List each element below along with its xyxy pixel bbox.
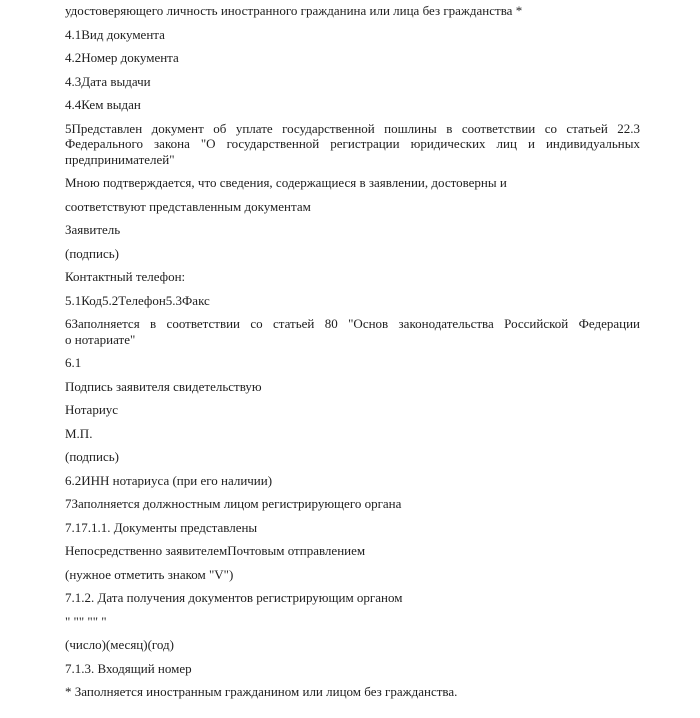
options-in-person-by-mail: Непосредственно заявителемПочтовым отправлением: [65, 543, 366, 558]
field-7-1-2-date-received: 7.1.2. Дата получения документов регистрирующим органом: [65, 590, 403, 605]
field-7-1-3-incoming-number: 7.1.3. Входящий номер: [65, 660, 192, 676]
label-signature: (подпись): [65, 245, 119, 261]
label-signature-2: (подпись): [65, 449, 119, 464]
doc-line-identity-document-continuation: удостоверяющего личность иностранного гражданина или лица без гражданства *: [65, 3, 523, 18]
label-seal-mp: М.П.: [65, 425, 93, 441]
para-confirmation-line-1: Мною подтверждается, что сведения, содержащиеся в заявлении, достоверны и: [65, 175, 507, 190]
field-4-2-document-number: 4.2Номер документа: [65, 50, 179, 65]
label-contact-phone: Контактный телефон:: [65, 269, 186, 284]
note-mark-with-v: (нужное отметить знаком "V"): [65, 566, 234, 582]
para-5-state-duty-line-3: предпринимателей": [65, 151, 175, 167]
footnote-6-notariate-line-2: о нотариате": [65, 331, 136, 347]
field-6-2-notary-inn: 6.2ИНН нотариуса (при его наличии): [65, 472, 273, 488]
field-4-3-date-of-issue: 4.3Дата выдачи: [65, 73, 151, 89]
footnote-foreign-citizen: * Заполняется иностранным гражданином или лицом без гражданства.: [65, 684, 458, 699]
field-6-1: 6.1: [65, 355, 82, 370]
para-5-state-duty-line-1: 5Представлен документ об уплате государственной пошлины в соответствии со статьей 22.3: [65, 120, 640, 136]
label-notary: Нотариус: [65, 402, 119, 417]
field-4-4-issued-by: 4.4Кем выдан: [65, 97, 141, 112]
para-confirmation-line-2: соответствуют представленным документам: [65, 198, 311, 214]
para-5-state-duty-line-2: Федерального закона "О государственной регистрации юридических лиц и индивидуальных: [65, 136, 640, 151]
label-applicant: Заявитель: [65, 222, 121, 237]
fields-5-1-code-phone-fax: 5.1Код5.2Телефон5.3Факс: [65, 292, 210, 308]
footnote-7-registering-official: 7Заполняется должностным лицом регистрирующего органа: [65, 496, 402, 511]
line-signature-witnessed: Подпись заявителя свидетельствую: [65, 378, 262, 394]
footnote-6-notariate-line-1: 6Заполняется в соответствии со статьей 80 "Основ законодательства Российской Федерации: [65, 316, 640, 331]
labels-day-month-year: (число)(месяц)(год): [65, 637, 175, 652]
placeholder-date-quotes: " "" "" ": [65, 613, 107, 629]
field-4-1-document-type: 4.1Вид документа: [65, 26, 165, 42]
field-7-1-1-documents-submitted: 7.17.1.1. Документы представлены: [65, 519, 258, 535]
